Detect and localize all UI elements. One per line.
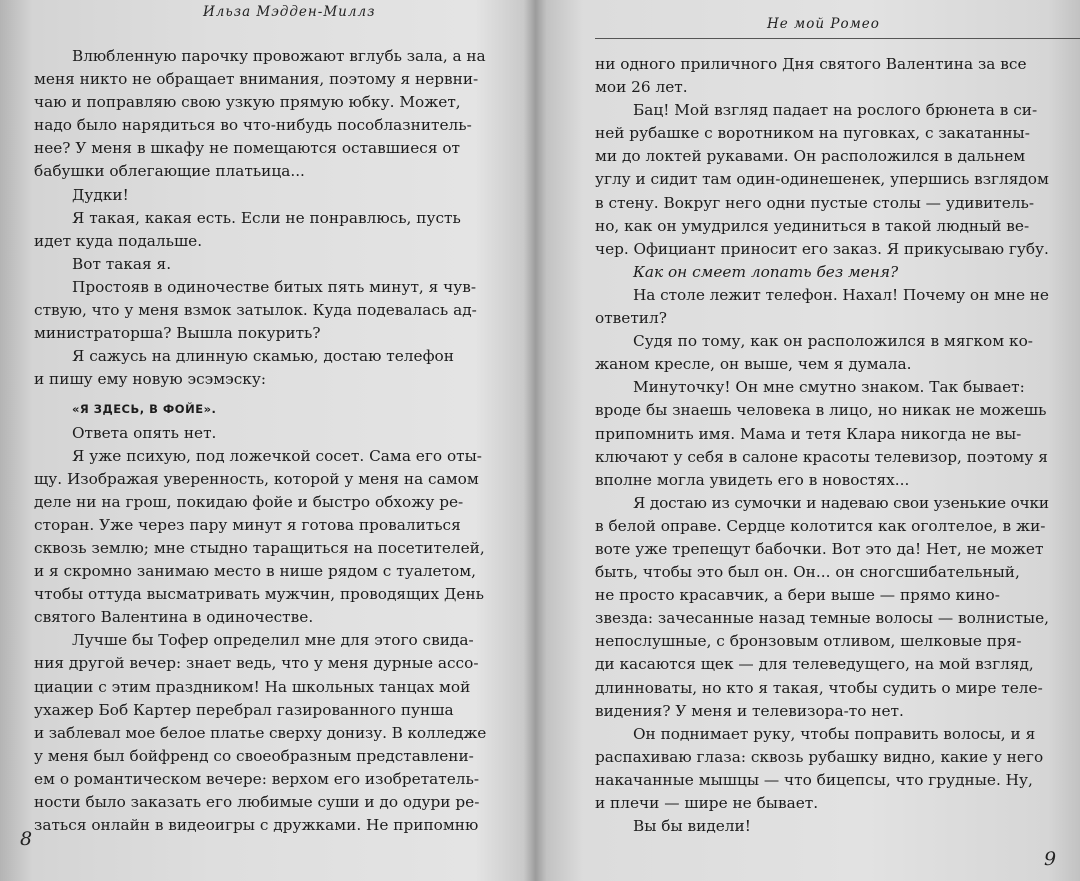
- text-line: жаном кресле, он выше, чем я думала.: [595, 355, 912, 374]
- text-line: мои 26 лет.: [595, 78, 688, 97]
- text-line: у меня был бойфренд со своеобразным представлени-: [34, 746, 474, 765]
- text-line: в белой оправе. Сердце колотится как оголтелое, в жи-: [595, 516, 1046, 535]
- page-number-left: 8: [20, 828, 33, 850]
- text-line: Я сажусь на длинную скамью, достаю телефон: [72, 347, 454, 366]
- left-page: [0, 0, 530, 881]
- text-line: Я достаю из сумочки и надеваю свои узенькие очки: [633, 493, 1049, 512]
- text-line: чер. Официант приносит его заказ. Я прикусываю губу.: [595, 239, 1049, 258]
- text-line: длинноваты, но кто я такая, чтобы судить о мире теле-: [595, 678, 1043, 697]
- text-line: ди касаются щек — для телеведущего, на мой взгляд,: [595, 655, 1034, 674]
- text-line: ем о романтическом вечере: верхом его изобретатель-: [34, 769, 480, 788]
- text-line: Судя по тому, как он расположился в мягком ко-: [633, 332, 1033, 351]
- text-line: ухажер Боб Картер перебрал газированного пунша: [34, 700, 454, 719]
- running-head-author: Ильза Мэдден-Миллз: [203, 4, 376, 20]
- text-line: На столе лежит телефон. Нахал! Почему он мне не: [633, 285, 1049, 304]
- text-line: ния другой вечер: знает ведь, что у меня дурные ассо-: [34, 654, 479, 673]
- text-line: непослушные, с бронзовым отливом, шелковые пря-: [595, 632, 1022, 651]
- text-line: циации с этим праздником! На школьных танцах мой: [34, 677, 471, 696]
- text-line: Вот такая я.: [72, 254, 172, 273]
- text-line: министраторша? Вышла покурить?: [34, 324, 321, 343]
- text-line: ни одного приличного Дня святого Валентина за все: [595, 55, 1027, 73]
- text-line: ней рубашке с воротником на пуговках, с закатанны-: [595, 124, 1030, 143]
- text-line: Как он смеет лопать без меня?: [633, 262, 899, 281]
- text-line: сквозь землю; мне стыдно таращиться на посетителей,: [34, 538, 485, 557]
- text-line: накачанные мышцы — что бицепсы, что грудные. Ну,: [595, 770, 1033, 789]
- text-line: и пишу ему новую эсэмэску:: [34, 370, 266, 389]
- text-line: нее? У меня в шкафу не помещаются оставшиеся от: [34, 139, 461, 158]
- text-line: быть, чтобы это был он. Он... он сногсшибательный,: [595, 563, 1020, 582]
- text-line: и плечи — шире не бывает.: [595, 794, 819, 812]
- text-line: припомнить имя. Мама и тетя Клара никогда не вы-: [595, 424, 1022, 443]
- text-line: ствую, что у меня взмок затылок. Куда подевалась ад-: [34, 301, 477, 320]
- text-line: святого Валентина в одиночестве.: [34, 608, 314, 627]
- text-line: щу. Изображая уверенность, которой у меня на самом: [34, 469, 479, 488]
- text-line: Он поднимает руку, чтобы поправить волосы, и я: [633, 724, 1036, 743]
- text-line: Лучше бы Тофер определил мне для этого свида-: [72, 631, 474, 650]
- text-line: видения? У меня и телевизора-то нет.: [595, 701, 904, 720]
- text-line: углу и сидит там один-одинешенек, упершись взглядом: [595, 170, 1049, 189]
- text-line: Ответа опять нет.: [72, 423, 217, 442]
- text-line: вроде бы знаешь человека в лицо, но никак не можешь: [595, 401, 1047, 420]
- text-message-line: «Я ЗДЕСЬ, В ФОЙЕ».: [72, 402, 217, 417]
- right-page: [545, 0, 1080, 881]
- text-line: и заблевал мое белое платье сверху донизу. В колледже: [34, 723, 487, 742]
- text-line: чтобы оттуда высматривать мужчин, проводящих День: [34, 585, 484, 604]
- text-line: ключают у себя в салоне красоты телевизор, поэтому я: [595, 447, 1048, 466]
- text-line: вполне могла увидеть его в новостях...: [595, 470, 910, 489]
- spacer: [34, 391, 486, 398]
- text-line: бабушки облегающие платьица...: [34, 162, 305, 181]
- text-line: меня никто не обращает внимания, поэтому я нервни-: [34, 70, 479, 89]
- running-head-title: Не мой Ромео: [767, 16, 880, 32]
- text-line: ности было заказать его любимые суши и до одури ре-: [34, 793, 480, 811]
- text-line: сторан. Уже через пару минут я готова провалиться: [34, 515, 461, 534]
- text-line: воте уже трепещут бабочки. Вот это да! Нет, не может: [595, 539, 1044, 558]
- text-line: Я такая, какая есть. Если не понравлюсь, пусть: [72, 208, 461, 227]
- text-line: Влюбленную парочку провожают вглубь зала, а на: [72, 47, 486, 65]
- text-line: не просто красавчик, а бери выше — прямо кино-: [595, 586, 1000, 605]
- header-rule: [595, 38, 1080, 39]
- text-line: Вы бы видели!: [633, 817, 751, 836]
- text-line: звезда: зачесанные назад темные волосы — волнистые,: [595, 609, 1050, 628]
- page-number-right: 9: [1044, 848, 1057, 870]
- right-text-column: [595, 53, 1049, 838]
- text-line: Бац! Мой взгляд падает на рослого брюнета в си-: [633, 101, 1038, 120]
- text-line: но, как он умудрился уединиться в такой людный ве-: [595, 216, 1030, 235]
- text-line: ми до локтей рукавами. Он расположился в дальнем: [595, 147, 1026, 166]
- text-line: в стену. Вокруг него одни пустые столы — удивитель-: [595, 193, 1034, 212]
- left-text-column: [34, 45, 486, 837]
- text-line: деле ни на грош, покидаю фойе и быстро обхожу ре-: [34, 492, 464, 511]
- text-line: заться онлайн в видеоигры с дружками. Не припомню: [34, 816, 479, 835]
- text-line: Дудки!: [72, 185, 129, 204]
- text-line: Простояв в одиночестве битых пять минут, я чув-: [72, 277, 477, 296]
- text-line: распахиваю глаза: сквозь рубашку видно, какие у него: [595, 747, 1044, 766]
- text-line: идет куда подальше.: [34, 231, 203, 250]
- text-line: надо было нарядиться во что-нибудь пособлазнитель-: [34, 116, 472, 135]
- text-line: Я уже психую, под ложечкой сосет. Сама его оты-: [72, 446, 482, 465]
- text-line: Минуточку! Он мне смутно знаком. Так бывает:: [633, 378, 1025, 397]
- text-line: чаю и поправляю свою узкую прямую юбку. Может,: [34, 93, 461, 112]
- text-line: и я скромно занимаю место в нише рядом с туалетом,: [34, 562, 477, 581]
- text-line: ответил?: [595, 309, 667, 328]
